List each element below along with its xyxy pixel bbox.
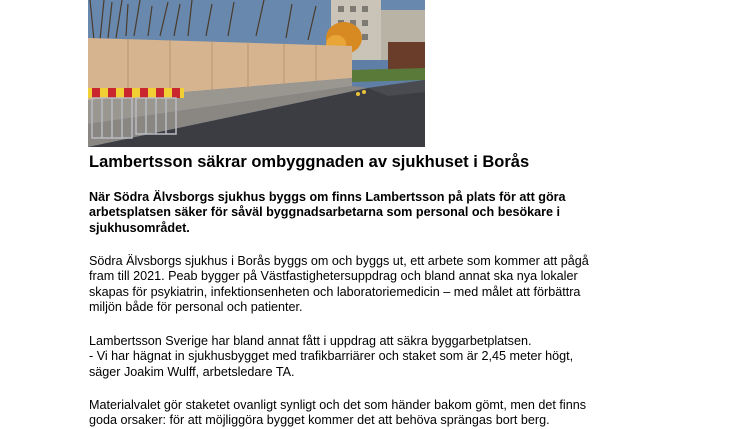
paragraph-2 [89, 334, 669, 380]
paragraph-line: Södra Älvsborgs sjukhus i Borås byggs om och byggs ut, ett arbete som kommer att pågå [89, 254, 589, 268]
lead-line: sjukhusområdet. [89, 220, 190, 235]
lead-line: arbetsplatsen säker för såväl byggnadsarbetarna som personal och besökare i [89, 205, 561, 220]
lead-line: När Södra Älvsborgs sjukhus byggs om finns Lambertsson på plats för att göra [89, 190, 566, 204]
paragraph-line: skapas för psykiatrin, infektionsenheten och laboratoriemedicin – med målet att förbättra [89, 284, 581, 299]
paragraph-line: - Vi har hägnat in sjukhusbygget med trafikbarriärer och staket som är 2,45 meter högt, [89, 349, 574, 364]
paragraph-line: fram till 2021. Peab bygger på Västfastighetersuppdrag och bland annat ska nya lokaler [89, 269, 578, 284]
paragraph-1 [89, 254, 669, 315]
paragraph-line: Lambertsson Sverige har bland annat fått i uppdrag att säkra byggarbetplatsen. [89, 334, 532, 348]
paragraph-line: Materialvalet gör staketet ovanligt synligt och det som händer bakom gömt, men det finns [89, 398, 587, 412]
construction-site-image [88, 0, 425, 147]
article-title: Lambertsson säkrar ombyggnaden av sjukhuset i Borås [89, 153, 530, 171]
article-lead [89, 190, 669, 236]
paragraph-line: säger Joakim Wulff, arbetsledare TA. [89, 364, 295, 379]
paragraph-line: goda orsaker: för att möjliggöra bygget kommer det att behöva sprängas bort berg. [89, 413, 550, 428]
paragraph-line: miljön både för personal och patienter. [89, 299, 303, 314]
article-photo [88, 0, 425, 147]
paragraph-3 [89, 398, 669, 429]
